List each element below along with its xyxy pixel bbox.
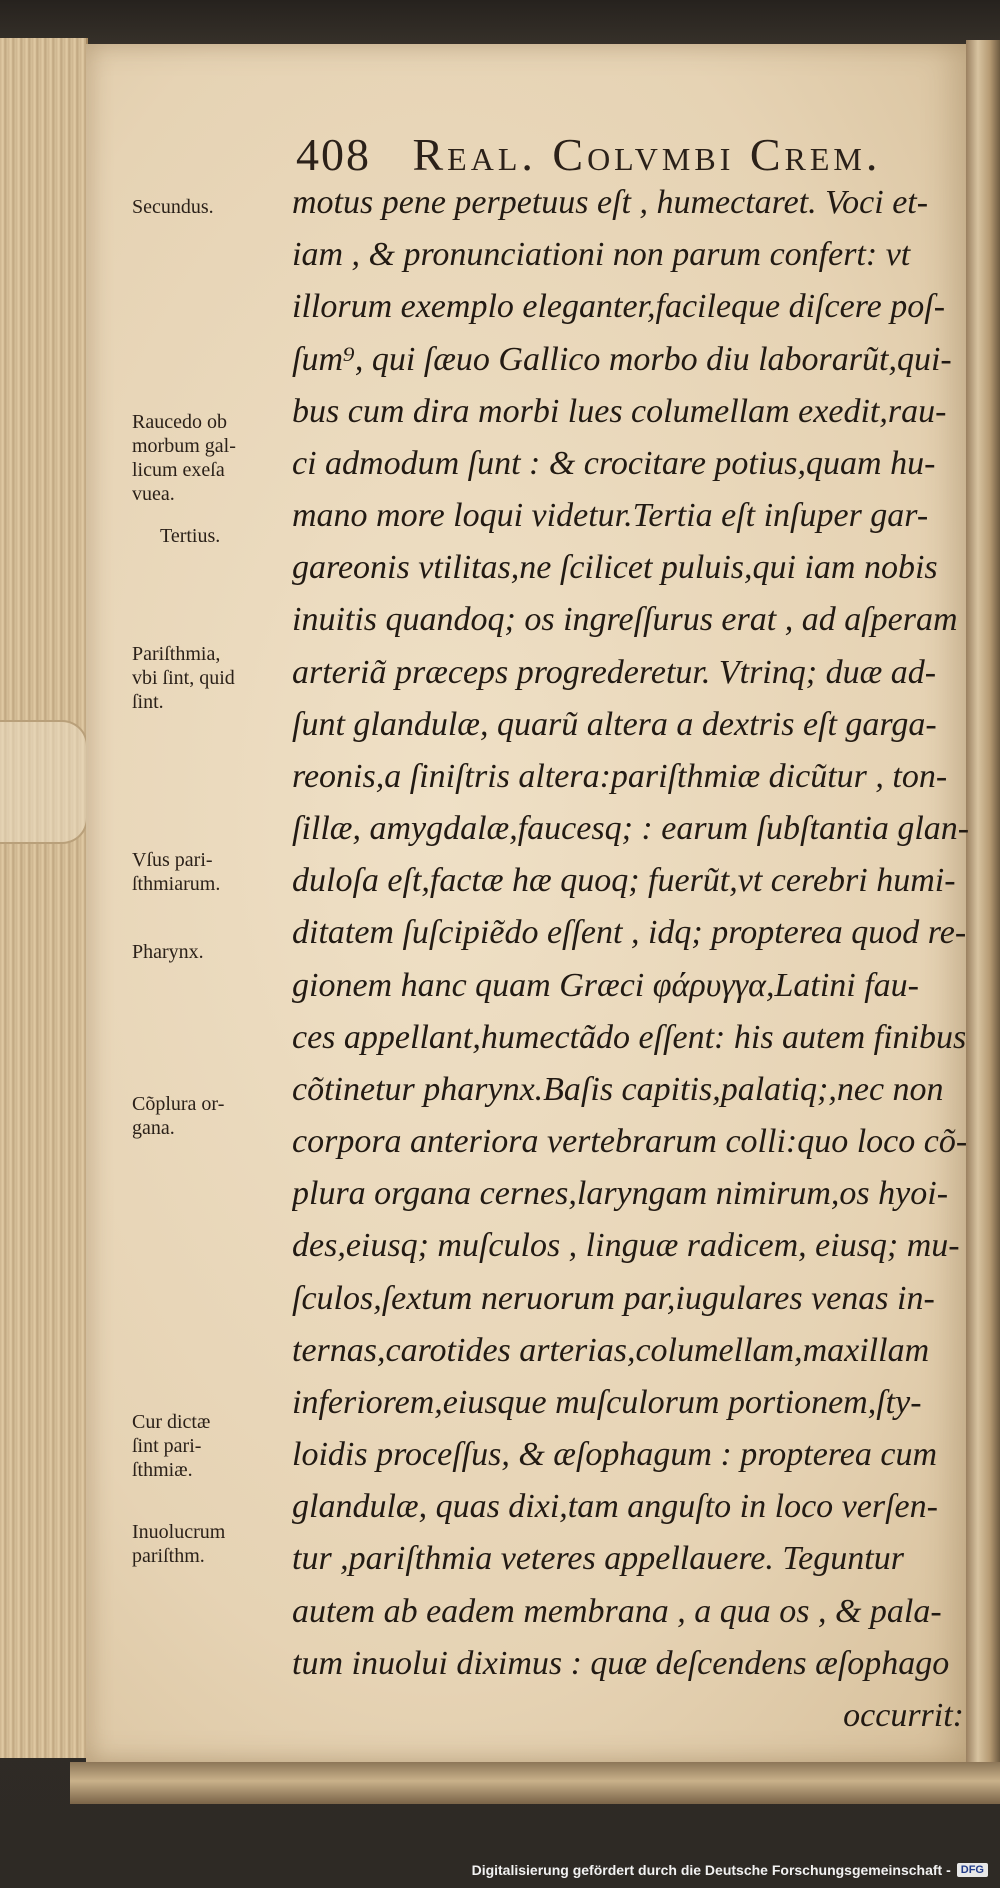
margin-note bbox=[132, 848, 292, 896]
margin-note-line: gana. bbox=[132, 1117, 175, 1139]
margin-note-line: Inuolucrum bbox=[132, 1521, 226, 1543]
text-line: reonis,a ſiniſtris altera:pariſthmiæ dicũtur , ton- bbox=[292, 758, 948, 795]
margin-note-line: Cur dictæ bbox=[132, 1411, 211, 1433]
text-line: des,eiusq; muſculos , linguæ radicem, eiusq; mu- bbox=[292, 1227, 960, 1264]
text-line: ſunt glandulæ, quarũ altera a dextris eſt garga- bbox=[292, 706, 937, 743]
text-line: inferiorem,eiusque muſculorum portionem,ſty- bbox=[292, 1384, 922, 1421]
text-line: duloſa eſt,factæ hæ quoq; fuerũt,vt cerebri humi- bbox=[292, 862, 956, 899]
margin-note-line: Secundus. bbox=[132, 196, 214, 218]
dfg-logo: DFG bbox=[957, 1863, 988, 1877]
binding-bottom bbox=[70, 1762, 1000, 1804]
digitization-credit bbox=[472, 1862, 988, 1878]
text-line: tum inuolui diximus : quæ deſcendens æſophago bbox=[292, 1645, 950, 1682]
text-line: mano more loqui videtur.Tertia eſt inſuper gar- bbox=[292, 497, 929, 534]
text-line: ſculos,ſextum neruorum par,iugulares venas in- bbox=[292, 1280, 935, 1317]
margin-note-line: licum exeſa bbox=[132, 459, 225, 481]
margin-note-line: Cõplura or- bbox=[132, 1093, 225, 1115]
margin-note-line: vuea. bbox=[132, 483, 175, 505]
margin-note bbox=[132, 1092, 292, 1140]
margin-note-line: Tertius. bbox=[160, 525, 221, 547]
text-line: inuitis quandoq; os ingreſſurus erat , ad aſperam bbox=[292, 601, 958, 638]
text-line: occurrit: bbox=[843, 1697, 964, 1734]
text-line: ſum⁹, qui ſæuo Gallico morbo diu laborarũt,qui- bbox=[292, 341, 952, 378]
text-line: plura organa cernes,laryngam nimirum,os hyoi- bbox=[292, 1175, 949, 1212]
margin-note-line: ſint. bbox=[132, 691, 164, 713]
margin-note-line: ſint pari- bbox=[132, 1435, 202, 1457]
running-head bbox=[296, 128, 956, 181]
text-line: gareonis vtilitas,ne ſcilicet puluis,qui iam nobis bbox=[292, 549, 938, 586]
margin-note bbox=[132, 195, 292, 219]
margin-note bbox=[132, 1410, 292, 1482]
text-line: ci admodum ſunt : & crocitare potius,quam hu- bbox=[292, 445, 936, 482]
text-line: loidis proceſſus, & æſophagum : propterea cum bbox=[292, 1436, 938, 1473]
text-line: tur ,pariſthmia veteres appellauere. Teguntur bbox=[292, 1540, 904, 1577]
margin-note-line: ſthmiarum. bbox=[132, 873, 221, 895]
header-title: Real. Colvmbi Crem. bbox=[412, 129, 882, 180]
margin-note-line: Raucedo ob bbox=[132, 411, 227, 433]
margin-note bbox=[132, 940, 292, 964]
text-line: arteriã præceps progrederetur. Vtrinq; duæ ad- bbox=[292, 654, 937, 691]
text-line: cõtinetur pharynx.Baſis capitis,palatiq;,nec non bbox=[292, 1071, 944, 1108]
margin-note-line: pariſthm. bbox=[132, 1545, 205, 1567]
text-line: ditatem ſuſcipiẽdo eſſent , idq; propterea quod re- bbox=[292, 914, 967, 951]
margin-note bbox=[132, 1520, 292, 1568]
page-stack-edge bbox=[0, 38, 88, 1758]
margin-note-line: ſthmiæ. bbox=[132, 1459, 193, 1481]
margin-note-line: Vſus pari- bbox=[132, 849, 213, 871]
text-line: bus cum dira morbi lues columellam exedit,rau- bbox=[292, 393, 947, 430]
margin-note bbox=[132, 642, 292, 714]
margin-note-line: Pariſthmia, bbox=[132, 643, 221, 665]
margin-note-line: Pharynx. bbox=[132, 941, 204, 963]
text-line: glandulæ, quas dixi,tam anguſto in loco verſen- bbox=[292, 1488, 938, 1525]
margin-note-line: morbum gal- bbox=[132, 435, 236, 457]
text-line: corpora anteriora vertebrarum colli:quo loco cõ- bbox=[292, 1123, 968, 1160]
margin-note bbox=[160, 524, 320, 548]
credit-text: Digitalisierung gefördert durch die Deutsche Forschungsgemeinschaft - bbox=[471, 1862, 951, 1878]
text-line: ſillæ, amygdalæ,faucesq; : earum ſubſtantia glan- bbox=[292, 810, 970, 847]
text-line: iam , & pronunciationi non parum confert: vt bbox=[292, 236, 911, 273]
page-number: 408 bbox=[296, 129, 371, 180]
bookmark-tab bbox=[0, 720, 88, 844]
text-line: gionem hanc quam Græci φάρυγγα,Latini fau- bbox=[292, 967, 919, 1004]
text-line: motus pene perpetuus eſt , humectaret. Voci et- bbox=[292, 184, 929, 221]
margin-note bbox=[132, 410, 292, 506]
text-line: ternas,carotides arterias,columellam,maxillam bbox=[292, 1332, 930, 1369]
text-line: ces appellant,humectãdo eſſent: his autem finibus bbox=[292, 1019, 967, 1056]
text-line: autem ab eadem membrana , a qua os , & pala- bbox=[292, 1593, 942, 1630]
margin-note-line: vbi ſint, quid bbox=[132, 667, 235, 689]
text-line: illorum exemplo eleganter,facileque diſcere poſ- bbox=[292, 288, 946, 325]
